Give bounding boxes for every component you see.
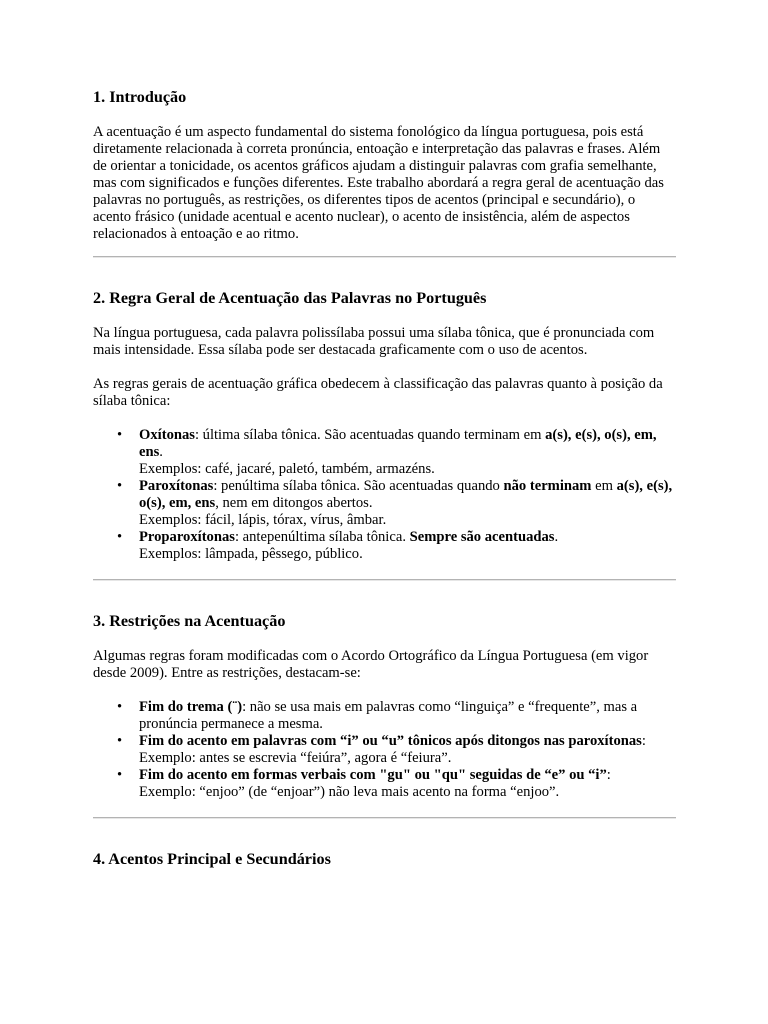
text: : última sílaba tônica. São acentuadas quando terminam em (194, 427, 546, 443)
example-text: Exemplos: fácil, lápis, tórax, vírus, âmbar. (139, 512, 387, 528)
section-3-title: 3. Restrições na Acentuação (93, 612, 286, 630)
divider (93, 817, 676, 819)
term: Fim do acento em formas verbais com "gu" ou "qu" seguidas de “e” ou “i” (139, 767, 607, 783)
example-text: Exemplo: antes se escrevia “feiúra”, agora é “feiura”. (139, 750, 452, 766)
list-item-trema (139, 699, 676, 733)
example-text: Exemplos: café, jacaré, paletó, também, armazéns. (139, 461, 435, 477)
text: : (606, 767, 611, 783)
term: Proparoxítonas (139, 529, 235, 545)
bold-text: a(s), e(s), o(s), em, ens (139, 427, 657, 460)
bold-text: não terminam (503, 478, 592, 494)
section-2-title: 2. Regra Geral de Acentuação das Palavras no Português (93, 289, 487, 307)
text: em (591, 478, 617, 494)
text: . (554, 529, 559, 545)
bold-text: Sempre são acentuadas (409, 529, 555, 545)
list-item-ditongos (139, 733, 676, 767)
section-1-paragraph: A acentuação é um aspecto fundamental do sistema fonológico da língua portuguesa, pois está diretamente relacionada à correta pronúncia, entoação e interpretação das palavras e frases. Além de orientar a tonicidade, os acentos gráficos ajudam a distinguir palavras com grafia semelhante, mas com significados e funções diferentes. Este trabalho abordará a regra geral de acentuação das palavras no português, as restrições, os diferentes tipos de acentos (principal e secundário), o acento frásico (unidade acentual e acento nuclear), o acento de insistência, além de aspectos relacionados à entoação e ao ritmo. (93, 124, 664, 242)
term: Paroxítonas (139, 478, 214, 494)
section-2-paragraph-1: Na língua portuguesa, cada palavra polissílaba possui uma sílaba tônica, que é pronunciada com mais intensidade. Essa sílaba pode ser destacada graficamente com o uso de acentos. (93, 325, 655, 358)
term: Fim do acento em palavras com “i” ou “u” tônicos após ditongos nas paroxítonas (139, 733, 642, 749)
term: Fim do trema (¨) (139, 699, 243, 715)
text: : não se usa mais em palavras como “linguiça” e “frequente”, mas a pronúncia permanece a mesma. (139, 699, 638, 732)
list-item-proparoxitonas (139, 529, 676, 563)
section-4-title: 4. Acentos Principal e Secundários (93, 850, 331, 868)
term: Oxítonas (139, 427, 195, 443)
text: : (641, 733, 646, 749)
document-content (93, 86, 676, 870)
list-item-paroxitonas (139, 478, 676, 529)
divider (93, 579, 676, 581)
list-item-formas-verbais (139, 767, 676, 801)
divider (93, 256, 676, 258)
section-3-paragraph: Algumas regras foram modificadas com o Acordo Ortográfico da Língua Portuguesa (em vigor desde 2009). Entre as restrições, destacam-se: (93, 648, 649, 681)
section-1-title: 1. Introdução (93, 88, 187, 106)
text: . (159, 444, 163, 460)
bold-text: a(s), e(s), o(s), em, ens (139, 478, 673, 511)
text: : penúltima sílaba tônica. São acentuadas quando (213, 478, 504, 494)
section-3-list (93, 699, 676, 801)
text: : antepenúltima sílaba tônica. (234, 529, 410, 545)
list-item-oxitonas (139, 427, 676, 478)
example-text: Exemplo: “enjoo” (de “enjoar”) não leva mais acento na forma “enjoo”. (139, 784, 560, 800)
section-2-list (93, 427, 676, 563)
example-text: Exemplos: lâmpada, pêssego, público. (139, 546, 363, 562)
text: , nem em ditongos abertos. (215, 495, 373, 511)
section-2-paragraph-2: As regras gerais de acentuação gráfica obedecem à classificação das palavras quanto à posição da sílaba tônica: (93, 376, 663, 409)
